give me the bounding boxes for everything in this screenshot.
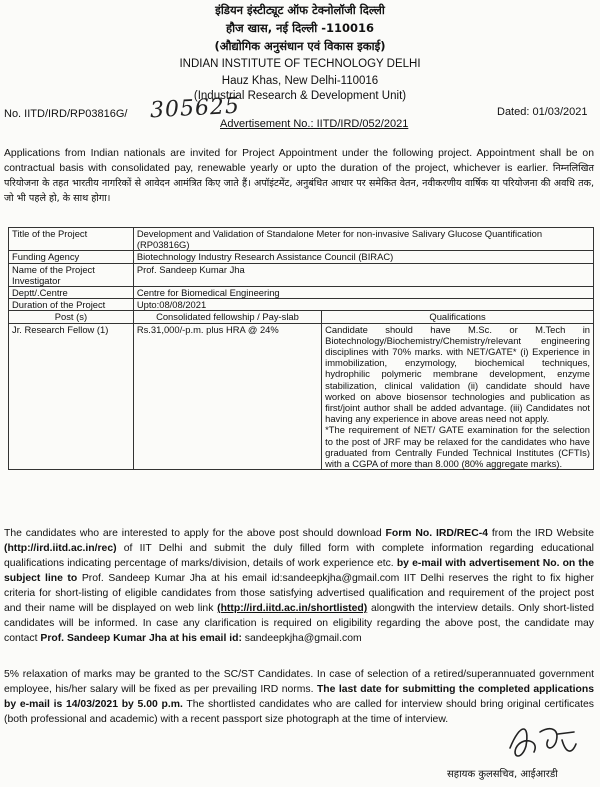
post-qualification-cell [322, 323, 594, 470]
column-header-pay: Consolidated fellowship / Pay-slab [133, 311, 321, 323]
advertisement-number: Advertisement No.: IITD/IRD/052/2021 [220, 118, 409, 130]
table-row [9, 299, 594, 311]
apply-text: The candidates who are interested to apply for the above post should download [4, 528, 386, 539]
institute-name-hindi: इंडियन इंस्टीट्यूट ऑफ टेक्नोलॉजी दिल्ली [215, 3, 385, 17]
row-value: Biotechnology Industry Research Assistance Council (BIRAC) [133, 251, 593, 263]
row-value: Upto:08/08/2021 [133, 299, 593, 311]
signature-image [500, 718, 580, 768]
apply-text: from the IRD Website [487, 528, 594, 539]
relax-text: 5% relaxation of marks may be granted to the SC/ST Candidates. In case of selection of a retired/superannuated government employee, his/her salary will be fixed as per prevailing IRD norms. [4, 669, 594, 695]
apply-text: alongwith the interview details. Only short-listed candidates will be informed. In case any clarification is required on eligibility regarding the above post, the candidate may contact [4, 603, 594, 644]
unit-name-english: (Industrial Research & Development Unit) [193, 90, 407, 102]
intro-english: Applications from Indian nationals are invited for Project Appointment under the following project. Appointment shall be on contractual basis with consolidated pay, renewable yearly or upto the duration of the project, whichever is earlier. [4, 148, 594, 174]
post-name: Jr. Research Fellow (1) [9, 323, 134, 470]
last-date-notice: The last date for submitting the completed applications by e-mail is 14/03/2021 by 5.00 p.m. [4, 684, 595, 710]
apply-paragraph [4, 526, 594, 646]
issue-date: Dated: 01/03/2021 [497, 106, 588, 118]
apply-text: Prof. Sandeep Kumar Jha at his email id:sandeepkjha@gmail.com IIT Delhi reserves the right to fix higher criteria for short-listing of eligible candidates from those satisfying advertised qualification and requirement of the project post and their name will be displayed on web link [4, 573, 594, 614]
row-value: Centre for Biomedical Engineering [133, 287, 593, 299]
intro-hindi: निम्नलिखित परियोजना के तहत भारतीय नागरिकों से आवेदन आमंत्रित किए जाते हैं। अपॉइंटमेंट, अनुबंधित आधार पर समेकित वेतन, नवीकरणीय वार्षिक या परियोजना की अवधि तक, जो भी पहले हो, के साथ होगा। [4, 163, 594, 204]
row-label: Title of the Project [9, 228, 134, 251]
row-label: Deptt/.Centre [9, 287, 134, 299]
post-pay: Rs.31,000/-p.m. plus HRA @ 24% [133, 323, 321, 470]
post-row [9, 323, 594, 470]
row-label: Name of the Project Investigator [9, 263, 134, 286]
row-value: Prof. Sandeep Kumar Jha [133, 263, 593, 286]
institute-address-english: Hauz Khas, New Delhi-110016 [221, 75, 379, 87]
signatory-designation: सहायक कुलसचिव, आईआरडी [447, 769, 558, 780]
table-header-row [9, 311, 594, 323]
handwritten-number: 305625 [149, 93, 241, 124]
row-label: Funding Agency [9, 251, 134, 263]
column-header-qualifications: Qualifications [322, 311, 594, 323]
unit-name-hindi: (औद्योगिक अनुसंधान एवं विकास इकाई) [214, 39, 386, 53]
table-row [9, 287, 594, 299]
email-instruction: by e-mail with advertisement No. on the subject line to [4, 558, 594, 584]
institute-name-english: INDIAN INSTITUTE OF TECHNOLOGY DELHI [179, 58, 421, 70]
ird-website-link[interactable]: (http://ird.iitd.ac.in/rec) [4, 543, 117, 554]
column-header-post: Post (s) [9, 311, 134, 323]
table-row [9, 251, 594, 263]
apply-text: of IIT Delhi and submit the duly filled form with complete information regarding educational qualifications indicating percentage of marks/division, details of work experience etc. [4, 543, 594, 569]
form-number: Form No. IRD/REC-4 [385, 528, 488, 539]
row-label: Duration of the Project [9, 299, 134, 311]
relax-text: The shortlisted candidates who are called for interview should bring original certificates (both professional and academic) with a recent passport size photograph at the time of interview. [4, 699, 595, 725]
reference-number: No. IITD/IRD/RP03816G/ [4, 108, 128, 120]
contact-email[interactable]: sandeepkjha@gmail.com [241, 633, 362, 644]
contact-label: Prof. Sandeep Kumar Jha at his email id: [40, 633, 242, 644]
institute-address-hindi: हौज खास, नई दिल्ली -110016 [225, 21, 375, 35]
shortlisted-link[interactable]: (http://ird.iitd.ac.in/shortlisted) [217, 603, 368, 614]
intro-paragraph [4, 146, 594, 206]
post-qualification-note: *The requirement of NET/ GATE examination for the selection to the post of JRF may be relaxed for the candidates who have graduated from Centrally Funded Technical Institutes (CFTIs) with a CGPA of more than 8.000 (80% aggregate marks). [325, 424, 590, 470]
table-row [9, 228, 594, 251]
row-value: Development and Validation of Standalone Meter for non-invasive Salivary Glucose Quantification (RP03816G) [133, 228, 593, 251]
post-qualification: Candidate should have M.Sc. or M.Tech in Biotechnology/Biochemistry/Chemistry/relevant engineering disciplines with 70% marks. with NET/GATE* (i) Experience in immobilization, enzymology, biochemical techniques, hydrophilic polymeric membrane development, enzyme stabilization, clinical validation (ii) candidate should have worked on above biosensor technologies and publication as first/joint author shall be added advantage. (iii) Candidates not having any experience in above areas need not apply. [325, 323, 590, 425]
project-table [8, 227, 594, 470]
table-row [9, 263, 594, 286]
